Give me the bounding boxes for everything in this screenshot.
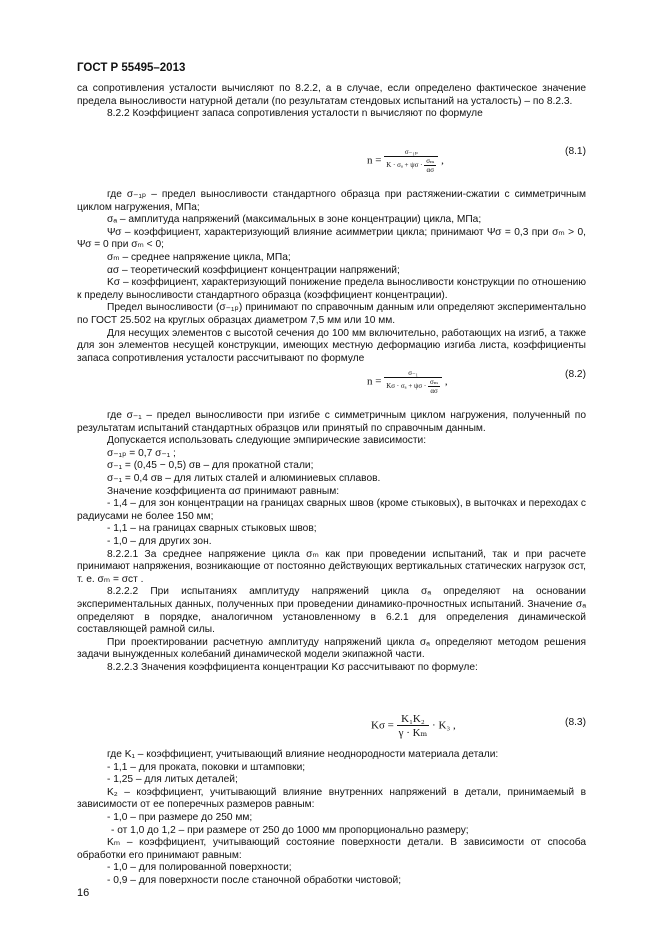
paragraph: - 0,9 – для поверхности после станочной обработки чистовой;	[107, 874, 402, 886]
text-block-1	[77, 83, 586, 121]
paragraph: Предел выносливости (σ₋₁ₚ) принимают по справочным данным или определяют экспериментально по ГОСТ 25.502 на круглых образцах диаметром 7,5 мм или 10 мм.	[77, 302, 586, 326]
paragraph: σ₋₁ₚ = 0,7 σ₋₁ ;	[107, 447, 176, 459]
equation-number: (8.1)	[565, 146, 586, 157]
formula-lhs: n =	[367, 375, 382, 388]
formula-fraction	[384, 148, 438, 174]
paragraph: са сопротивления усталости вычисляют по 8.2.2, а в случае, если определено фактическое значение предела выносливости натурной детали (по результатам стендовых испытаний на усталость) – по 8.2.3.	[77, 83, 586, 107]
paragraph: 8.2.2.2 При испытаниях амплитуду напряжений цикла σₐ определяют на основании экспериментальных данных, полученных при проведении динамико-прочностных испытаний. Значение σₐ определяют в порядке, аналогичном установленному в 6.2.1 для определения динамической составляющей рамной силы.	[77, 586, 586, 636]
formula-lhs: Kσ =	[371, 719, 394, 732]
paragraph: - 1,1 – на границах сварных стыковых швов;	[107, 523, 317, 535]
paragraph: σₘ – среднее напряжение цикла, МПа;	[107, 251, 291, 263]
formula-trail: ,	[444, 375, 448, 388]
paragraph: - 1,0 – для полированной поверхности;	[107, 862, 292, 874]
paragraph: - от 1,0 до 1,2 – при размере от 250 до 1000 мм пропорционально размеру;	[111, 824, 469, 836]
formula-inner-numerator: σₘ	[426, 157, 435, 165]
text-block-4	[77, 749, 586, 888]
equation-number: (8.3)	[565, 717, 586, 728]
paragraph: - 1,25 – для литых деталей;	[107, 774, 238, 786]
formula-8-1	[77, 144, 586, 186]
formula-fraction	[397, 713, 430, 739]
text-block-2	[77, 189, 586, 365]
equation-number: (8.2)	[565, 369, 586, 380]
paragraph: 8.2.2.1 За среднее напряжение цикла σₘ как при проведении испытаний, так и при расчете принимают напряжения, возникающие от постоянно действующих вертикальных статических нагрузок σст, т. е. σₘ = σст .	[77, 548, 586, 585]
paragraph: - 1,1 – для проката, поковки и штамповки;	[107, 761, 306, 773]
formula-den-mid: · σₐ + ψσ ·	[393, 161, 423, 170]
formula-tail: · K₃ ,	[432, 719, 456, 732]
paragraph: При проектировании расчетную амплитуду напряжений цикла σₐ определяют методом решения задачи вынужденных колебаний динамической модели экипажной части.	[77, 636, 586, 661]
paragraph: 8.2.2 Коэффициент запаса сопротивления усталости n вычисляют по формуле	[107, 108, 483, 120]
formula-inner-fraction	[428, 378, 440, 395]
paragraph: Kσ – коэффициент, характеризующий понижение предела выносливости конструкции по отношению к пределу выносливости стандартного образца (коэффициент концентрации).	[77, 277, 586, 301]
paragraph: σ₋₁ = 0,4 σв – для литых сталей и алюминиевых сплавов.	[107, 472, 381, 484]
paragraph: Для несущих элементов с высотой сечения до 100 мм включительно, работающих на изгиб, а также для зон элементов несущей конструкции, имеющих местную деформацию изгиба листа, коэффициенты запаса сопротивления усталости рассчитывают по формуле	[77, 327, 586, 364]
formula-denominator: γ · Kₘ	[398, 727, 428, 739]
formula-8-2	[77, 367, 586, 407]
paragraph: Ψσ – коэффициент, характеризующий влияние асимметрии цикла; принимают Ψσ = 0,3 при σₘ > 0, Ψσ = 0 при σₘ < 0;	[77, 226, 586, 251]
text-block-3	[77, 410, 586, 674]
formula-inner-denominator: ασ	[426, 166, 434, 174]
formula-inner-numerator: σₘ	[430, 378, 439, 386]
paragraph: σₐ – амплитуда напряжений (максимальных в зоне концентрации) цикла, МПа;	[107, 214, 482, 226]
paragraph: где K₁ – коэффициент, учитывающий влияние неоднородности материала детали:	[107, 749, 499, 760]
paragraph: Допускается использовать следующие эмпирические зависимости:	[107, 435, 427, 447]
page-number: 16	[77, 887, 90, 899]
formula-inner-fraction	[424, 157, 436, 174]
paragraph: K₂ – коэффициент, учитывающий влияние внутренних напряжений в детали, принимаемый в зависимости от ее поперечных размеров равным:	[77, 786, 586, 811]
formula-numerator: σ₋₁	[384, 369, 442, 378]
formula-lhs: n =	[367, 154, 382, 167]
paragraph: где σ₋₁ₚ – предел выносливости стандартного образца при растяжении-сжатии с симметричным циклом нагружения, МПа;	[77, 189, 586, 213]
document-header: ГОСТ Р 55495–2013	[77, 62, 186, 74]
formula-inner-denominator: ασ	[430, 387, 438, 395]
formula-numerator: σ₋₁ₚ	[384, 148, 438, 157]
paragraph: σ₋₁ = (0,45 − 0,5) σв – для прокатной стали;	[107, 460, 314, 472]
formula-fraction	[384, 369, 442, 395]
formula-trail: ,	[441, 154, 444, 167]
formula-8-3	[77, 713, 586, 747]
formula-den-start: Kσ · σₐ + ψσ ·	[386, 382, 427, 391]
paragraph: где σ₋₁ – предел выносливости при изгибе с симметричным циклом нагружения, полученный по результатам испытаний стандартных образцов или принятый по справочным данным.	[77, 410, 586, 434]
paragraph: - 1,0 – при размере до 250 мм;	[107, 811, 253, 823]
paragraph: Значение коэффициента ασ принимают равным:	[107, 485, 340, 497]
paragraph: - 1,0 – для других зон.	[107, 535, 212, 547]
paragraph: 8.2.2.3 Значения коэффициента концентрации Kσ рассчитывают по формуле:	[107, 661, 478, 673]
paragraph: - 1,4 – для зон концентрации на границах сварных швов (кроме стыковых), в выточках и переходах с радиусами не более 150 мм;	[77, 498, 586, 522]
paragraph: ασ – теоретический коэффициент концентрации напряжений;	[107, 264, 400, 276]
paragraph: Kₘ – коэффициент, учитывающий состояние поверхности детали. В зависимости от способа обработки его принимают равным:	[77, 837, 586, 861]
formula-den-start: K	[386, 161, 392, 170]
formula-numerator: K₁K₂	[397, 713, 430, 726]
